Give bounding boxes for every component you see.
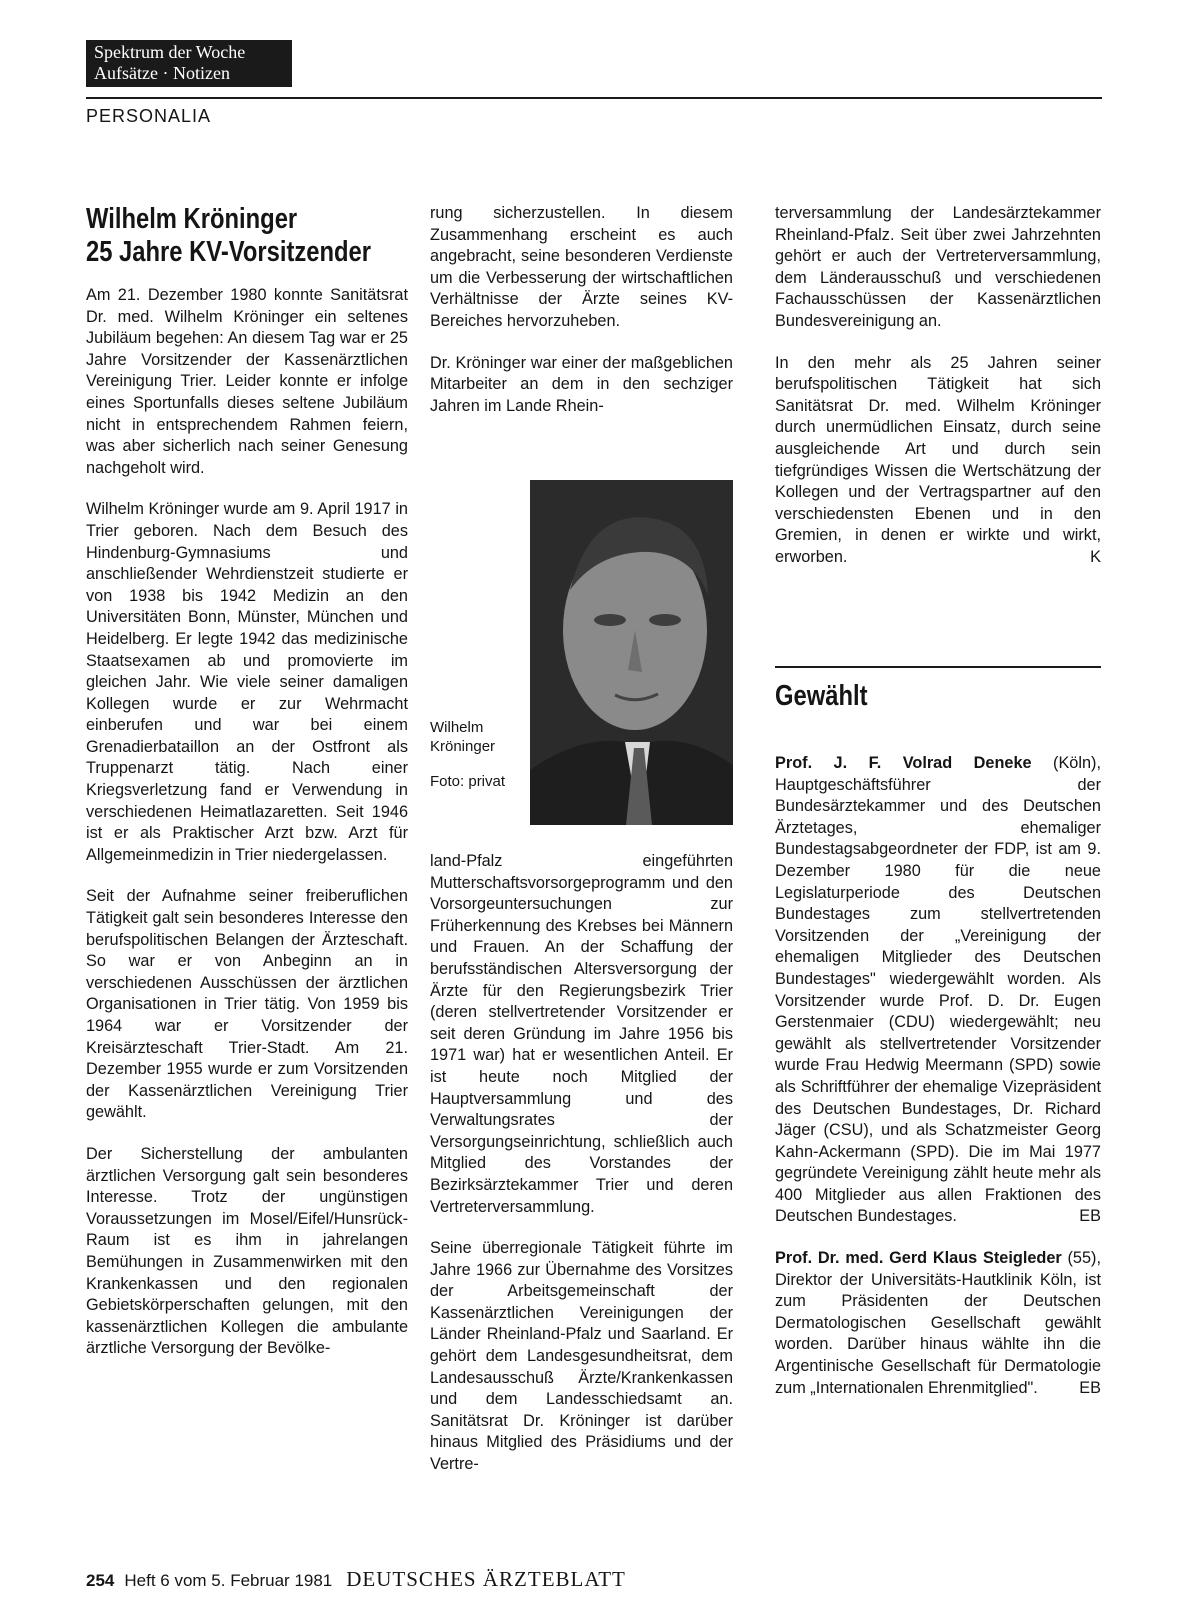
portrait-photo <box>530 480 733 825</box>
author-signature: EB <box>1079 1378 1101 1397</box>
section-title: PERSONALIA <box>86 106 212 126</box>
paragraph: rung sicherzustellen. In diesem Zusammenhang erscheint es auch angebracht, seine besonderen Verdienste um die Verbesserung der wirtschaftlichen Verhältnisse der Ärzte seines KV-Bereiches hervorzuheben. <box>430 204 733 330</box>
headline-line1: Wilhelm Kröninger <box>86 203 298 235</box>
headline-line2: 25 Jahre KV-Vorsitzender <box>86 236 372 268</box>
paragraph: terversammlung der Landesärztekammer Rheinland-Pfalz. Seit über zwei Jahrzehnten gehört er auch der Vertreterversammlung, dem Länderausschuß und verschiedenen Fachausschüssen der Kassenärztlichen Bundesvereinigung an. <box>775 204 1101 330</box>
paragraph: Dr. Kröninger war einer der maßgeblichen Mitarbeiter an dem in den sechziger Jahren im Lande Rhein- <box>430 353 733 415</box>
caption-photo-credit: Foto: privat <box>430 773 506 790</box>
paragraph <box>775 753 1101 1228</box>
section-tag <box>86 40 292 87</box>
author-signature: K <box>1090 547 1101 566</box>
article2-headline: Gewählt <box>775 680 868 712</box>
paragraph: Am 21. Dezember 1980 konnte Sanitätsrat Dr. med. Wilhelm Kröninger ein seltenes Jubiläum begehen: An diesem Tag war er 25 Jahre Vorsitzender der Kassenärztlichen Vereinigung Trier. Leider konnte er infolge eines Sportunfalls dieses seltene Jubiläum nicht in entsprechendem Rahmen feiern, was aber sicherlich nach seiner Genesung nachgeholt wird. <box>86 286 408 477</box>
portrait-image <box>530 480 733 825</box>
journal-name: DEUTSCHES ÄRZTEBLATT <box>346 1567 626 1591</box>
page-number: 254 <box>86 1571 115 1590</box>
paragraph: Seine überregionale Tätigkeit führte im Jahre 1966 zur Übernahme des Vorsitzes der Arbeitsgemeinschaft der Kassenärztlichen Vereinigungen der Länder Rheinland-Pfalz und Saarland. Er gehört dem Landesgesundheitsrat, dem Landesausschuß Ärzte/Krankenkassen und dem Landesschiedsamt an. Sanitätsrat Dr. Kröninger ist darüber hinaus Mitglied des Präsidiums und der Vertre- <box>430 1239 733 1474</box>
caption-name: Wilhelm Kröninger <box>430 719 496 755</box>
paragraph <box>775 1248 1101 1399</box>
author-signature: EB <box>1079 1207 1101 1226</box>
page-footer <box>86 1567 626 1592</box>
article1-column2-bottom <box>430 851 733 1496</box>
article2-column <box>775 753 1101 1419</box>
section-rule <box>775 666 1101 668</box>
section-tag-line1: Spektrum der Woche <box>94 42 246 62</box>
article1-column2-top <box>430 203 733 437</box>
top-rule <box>86 97 1102 99</box>
paragraph: Seit der Aufnahme seiner freiberuflichen Tätigkeit galt sein besonderes Interesse den berufspolitischen Belangen der Ärzteschaft. So war er von Anbeginn an in verschiedenen Ausschüssen der ärztlichen Organisationen in Trier tätig. Von 1959 bis 1964 war er Vorsitzender der Kreisärzteschaft Trier-Stadt. Am 21. Dezember 1955 wurde er zum Vorsitzenden der Kassenärztlichen Vereinigung Trier gewählt. <box>86 887 408 1122</box>
paragraph: Der Sicherstellung der ambulanten ärztlichen Versorgung galt sein besonderes Interesse. Trotz der ungünstigen Voraussetzungen im Mosel/Eifel/Hunsrück-Raum ist es ihm in jahrelangen Bemühungen in Zusammenwirken mit den Krankenkassen und den regionalen Gebietskörperschaften gelungen, mit den kassenärztlichen Kollegen die ambulante ärztliche Versorgung der Bevölke- <box>86 1144 408 1358</box>
person-name: Prof. J. F. Volrad Deneke <box>775 754 1032 772</box>
paragraph: land-Pfalz eingeführten Mutterschaftsvorsorgeprogramm und den Vorsorgeuntersuchungen zur Früherkennung des Krebses bei Männern und Frauen. An der Schaffung der berufsständischen Altersversorgung der Ärzte für den Regierungsbezirk Trier (deren stellvertretender Vorsitzender er seit deren Gründung im Jahre 1956 bis 1971 war) hat er wesentlichen Anteil. Er ist heute noch Mitglied der Hauptversammlung und des Verwaltungsrates der Versorgungseinrichtung, schließlich auch Mitglied des Vorstandes der Bezirksärztekammer Trier und deren Vertreterversammlung. <box>430 852 733 1216</box>
section-tag-line2: Aufsätze · Notizen <box>94 63 230 83</box>
paragraph <box>775 353 1101 569</box>
photo-caption <box>430 718 525 807</box>
article1-headline <box>86 203 372 269</box>
issue-info: Heft 6 vom 5. Februar 1981 <box>124 1571 333 1590</box>
paragraph-text: In den mehr als 25 Jahren seiner berufspolitischen Tätigkeit hat sich Sanitätsrat Dr. med. Wilhelm Kröninger durch unermüdlichen Einsatz, durch seine ausgleichende Art und durch sein tiefgründiges Wissen die Wertschätzung der Kollegen und der Vertragspartner auf den verschiedensten Ebenen und in den Gremien, in denen er wirkte und wirkt, erworben. <box>775 353 1101 566</box>
paragraph-text: (55), Direktor der Universitäts-Hautklinik Köln, ist zum Präsidenten der Deutschen Dermatologischen Gesellschaft gewählt worden. Darüber hinaus wählte ihn die Argentinische Gesellschaft für Dermatologie zum „Internationalen Ehrenmitglied". <box>775 1249 1101 1397</box>
article1-column1 <box>86 203 408 1380</box>
person-name: Prof. Dr. med. Gerd Klaus Steigleder <box>775 1249 1062 1268</box>
paragraph-text: (Köln), Hauptgeschäftsführer der Bundesärztekammer und des Deutschen Ärztetages, ehemaliger Bundestagsabgeordneter der FDP, ist am 9. Dezember 1980 für die neue Legislaturperiode des Deutschen Bundestages zum stellvertretenden Vorsitzenden der „Vereinigung der ehemaligen Mitglieder des Deutschen Bundestages" wiedergewählt worden. Als Vorsitzender wurde Prof. D. Dr. Eugen Gerstenmaier (CDU) wiedergewählt; neu gewählt als stellvertretender Vorsitzender wurde Frau Hedwig Meermann (SPD) sowie als Schriftführer der ehemalige Vizepräsident des Deutschen Bundestages, Dr. Richard Jäger (CSU), und als Schatzmeister Georg Kahn-Ackermann (SPD). Die im Mai 1977 gegründete Vereinigung zählt heute mehr als 400 Mitglieder aus allen Fraktionen des Deutschen Bundestages. <box>775 754 1101 1226</box>
article1-column3 <box>775 203 1101 569</box>
paragraph: Wilhelm Kröninger wurde am 9. April 1917 in Trier geboren. Nach dem Besuch des Hindenburg-Gymnasiums und anschließender Wehrdienstzeit studierte er von 1938 bis 1942 Medizin an den Universitäten Bonn, Münster, München und Heidelberg. Er legte 1942 das medizinische Staatsexamen ab und promovierte im gleichen Jahr. Wie viele seiner damaligen Kollegen wurde er zur Wehrmacht einberufen und war bei einem Grenadierbataillon an der Ostfront als Truppenarzt tätig. Nach einer Kriegsverletzung fand er Verwendung in verschiedenen Heimatlazaretten. Seit 1946 ist er als Praktischer Arzt bzw. Arzt für Allgemeinmedizin in Trier niedergelassen. <box>86 500 408 864</box>
